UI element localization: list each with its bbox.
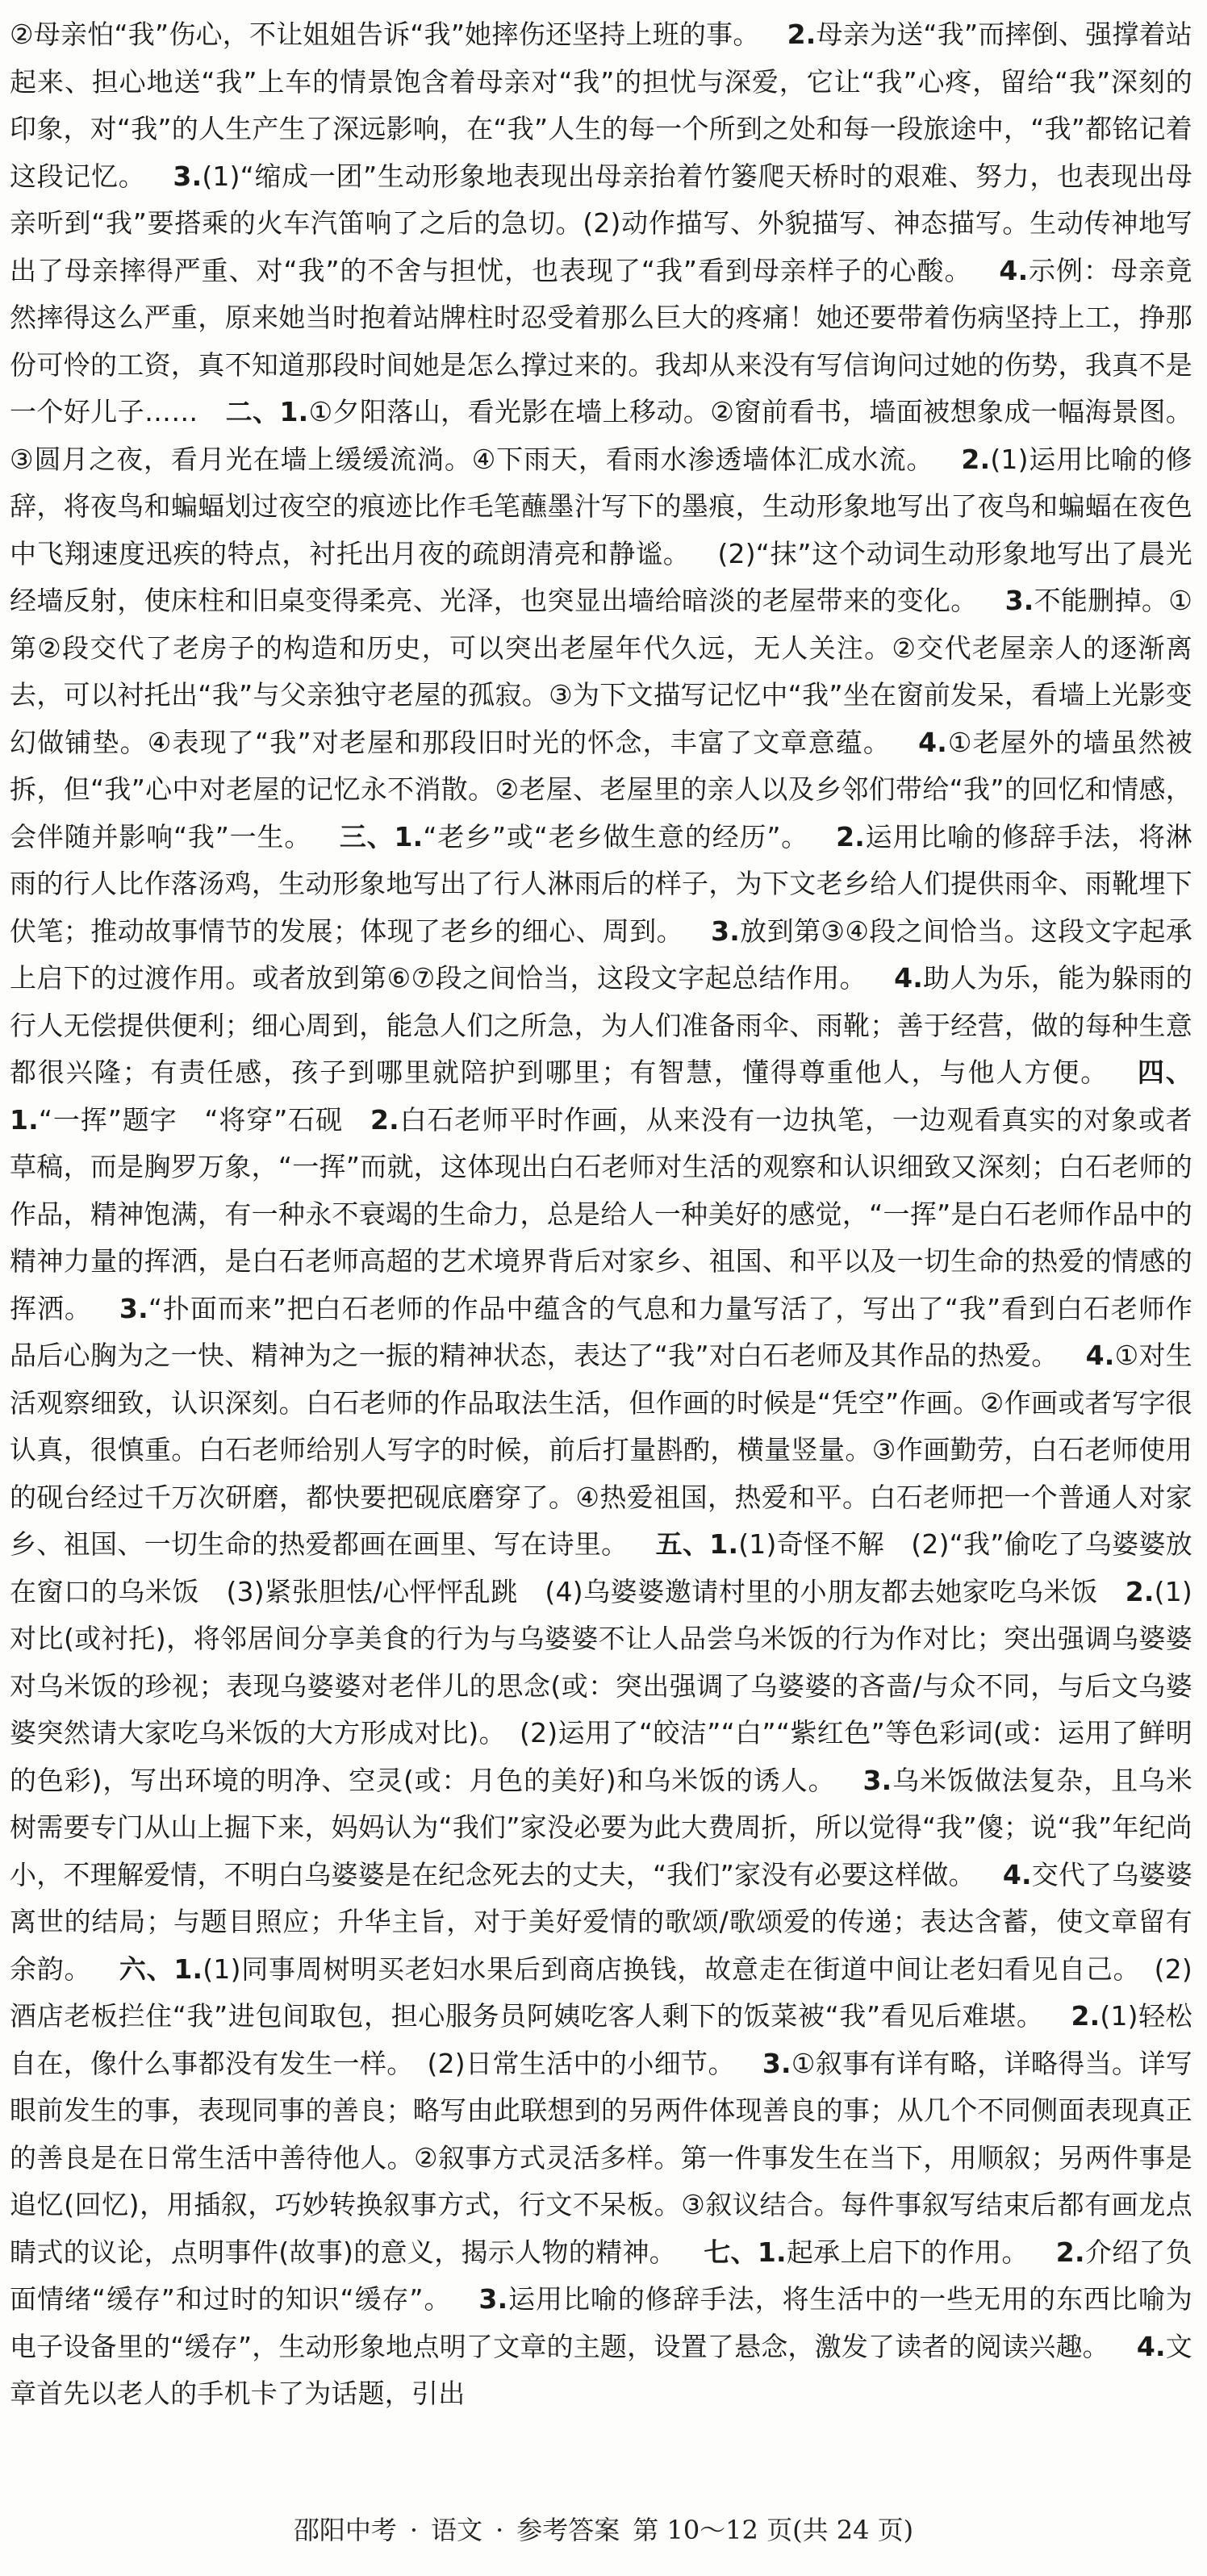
question-number: 3. bbox=[478, 2283, 508, 2315]
question-number: 4. bbox=[918, 726, 947, 758]
answer-text: 母亲为送“我”而摔倒、强撑着站起来、担心地送“我”上车的情景饱含着母亲对“我”的担忧与深爱，它让“我”心疼，留给“我”深刻的印象，对“我”的人生产生了深远影响，在“我”人生的每一个所到之处和每一段旅途中，“我”都铭记着这段记忆。 bbox=[10, 19, 1192, 192]
question-number: 2. bbox=[1071, 2000, 1100, 2032]
section-heading: 三、1. bbox=[339, 820, 424, 852]
question-number: 4. bbox=[1136, 2330, 1166, 2362]
answer-text: “一挥”题字 “将穿”石砚 bbox=[38, 1103, 343, 1136]
question-number: 3. bbox=[119, 1292, 148, 1324]
page-footer bbox=[0, 2510, 1207, 2550]
answer-text: ②母亲怕“我”伤心，不让姐姐告诉“我”她摔伤还坚持上班的事。 bbox=[10, 19, 760, 50]
question-number: 3. bbox=[762, 2047, 791, 2079]
question-number: 3. bbox=[1004, 585, 1034, 616]
question-number: 2. bbox=[836, 820, 865, 852]
answer-text: (1)同事周树明买老妇水果后到商店换钱，故意走在街道中间让老妇看见自己。 (2)酒店老板拦住“我”进包间取包，担心服务员阿姨吃客人剩下的饭菜被“我”看见后难堪。 bbox=[10, 1953, 1192, 2032]
answer-text: ①老屋外的墙虽然被拆，但“我”心中对老屋的记忆永不消散。②老屋、老屋里的亲人以及乡邻们带给“我”的回忆和情感，会伴随并影响“我”一生。 bbox=[10, 726, 1192, 852]
answer-text: ①夕阳落山，看光影在墙上移动。②窗前看书，墙面被想象成一幅海景图。③圆月之夜，看月光在墙上缓缓流淌。④下雨天，看雨水渗透墙体汇成水流。 bbox=[10, 396, 1192, 475]
answer-text: 介绍了负面情绪“缓存”和过时的知识“缓存”。 bbox=[10, 2236, 1192, 2315]
answer-paragraph bbox=[10, 11, 1192, 2418]
footer-separator: · bbox=[409, 2515, 419, 2545]
question-number: 4. bbox=[1085, 1340, 1115, 1371]
question-number: 3. bbox=[862, 1764, 892, 1796]
question-number: 2. bbox=[1055, 2236, 1085, 2268]
question-number: 2. bbox=[1125, 1575, 1155, 1607]
section-heading: 五、1. bbox=[655, 1528, 739, 1560]
section-heading: 四、1. bbox=[10, 1057, 1192, 1136]
answer-text: 放到第③④段之间恰当。这段文字起承上启下的过渡作用。或者放到第⑥⑦段之间恰当，这段文字起总结作用。 bbox=[10, 915, 1192, 994]
answer-text: 起承上启下的作用。 bbox=[786, 2236, 1029, 2268]
answer-text: (1)“缩成一团”生动形象地表现出母亲抬着竹篓爬天桥时的艰难、努力，也表现出母亲听到“我”要搭乘的火车汽笛响了之后的急切。(2)动作描写、外貌描写、神态描写。生动传神地写出了母亲摔得严重、对“我”的不舍与担忧，也表现了“我”看到母亲样子的心酸。 bbox=[10, 160, 1192, 286]
answer-text: 乌米饭做法复杂，且乌米树需要专门从山上掘下来，妈妈认为“我们”家没必要为此大费周折，所以觉得“我”傻；说“我”年纪尚小，不理解爱情，不明白乌婆婆是在纪念死去的丈夫，“我们”家没有必要这样做。 bbox=[10, 1764, 1192, 1890]
footer-separator: · bbox=[495, 2515, 504, 2545]
question-number: 2. bbox=[961, 443, 991, 475]
question-number: 4. bbox=[894, 962, 923, 994]
answer-text: 不能删掉。①第②段交代了老房子的构造和历史，可以突出老屋年代久远，无人关注。②交代老屋亲人的逐渐离去，可以衬托出“我”与父亲独守老屋的孤寂。③为下文描写记忆中“我”坐在窗前发呆，看墙上光影变幻做铺垫。④表现了“我”对老屋和那段旧时光的怀念，丰富了文章意蕴。 bbox=[10, 585, 1192, 758]
answer-text: 运用比喻的修辞手法，将淋雨的行人比作落汤鸡，生动形象地写出了行人淋雨后的样子，为下文老乡给人们提供雨伞、雨靴埋下伏笔；推动故事情节的发展；体现了老乡的细心、周到。 bbox=[10, 820, 1192, 947]
answer-text: “老乡”或“老乡做生意的经历”。 bbox=[423, 820, 809, 852]
question-number: 3. bbox=[711, 915, 740, 947]
question-number: 4. bbox=[1002, 1858, 1032, 1890]
section-heading: 二、1. bbox=[225, 396, 309, 427]
answer-text: (1)对比(或衬托)，将邻居间分享美食的行为与乌婆婆不让人品尝乌米饭的行为作对比；突出强调乌婆婆对乌米饭的珍视；表现乌婆婆对老伴儿的思念(或：突出强调了乌婆婆的吝啬/与众不同，与后文乌婆婆突然请大家吃乌米饭的大方形成对比)。 (2)运用了“皎洁”“白”“紫红色”等色彩词(或：运用了鲜明的色彩)，写出环境的明净、空灵(或：月色的美好)和乌米饭的诱人。 bbox=[10, 1575, 1192, 1796]
question-number: 2. bbox=[370, 1103, 399, 1136]
answer-text: (1)奇怪不解 (2)“我”偷吃了乌婆婆放在窗口的乌米饭 (3)紧张胆怯/心怦怦乱跳 (4)乌婆婆邀请村里的小朋友都去她家吃乌米饭 bbox=[10, 1528, 1192, 1607]
answer-text: 交代了乌婆婆离世的结局；与题目照应；升华主旨，对于美好爱情的歌颂/歌颂爱的传递；表达含蓄，使文章留有余韵。 bbox=[10, 1858, 1192, 1985]
footer-page-range: 第 10～12 页(共 24 页) bbox=[633, 2515, 914, 2545]
answer-text: (2)“抹”这个动词生动形象地写出了晨光经墙反射，使床柱和旧桌变得柔亮、光泽，也突显出墙给暗淡的老屋带来的变化。 bbox=[10, 537, 1192, 616]
answer-text: (1)轻松自在，像什么事都没有发生一样。 (2)日常生活中的小细节。 bbox=[10, 2000, 1192, 2079]
answer-text: 白石老师平时作画，从来没有一边执笔，一边观看真实的对象或者草稿，而是胸罗万象，“一挥”而就，这体现出白石老师对生活的观察和认识细致又深刻；白石老师的作品，精神饱满，有一种永不衰竭的生命力，总是给人一种美好的感觉，“一挥”是白石老师作品中的精神力量的挥洒，是白石老师高超的艺术境界背后对家乡、祖国、和平以及一切生命的热爱的情感的挥洒。 bbox=[10, 1103, 1192, 1324]
footer-subject: 语文 bbox=[431, 2515, 483, 2545]
footer-publication: 邵阳中考 bbox=[293, 2515, 397, 2545]
question-number: 4. bbox=[999, 254, 1029, 286]
answer-text: 文章首先以老人的手机卡了为话题，引出 bbox=[10, 2330, 1192, 2409]
answer-text: “扑面而来”把白石老师的作品中蕴含的气息和力量写活了，写出了“我”看到白石老师作品后心胸为之一快、精神为之一振的精神状态，表达了“我”对白石老师及其作品的热爱。 bbox=[10, 1292, 1192, 1371]
question-number: 3. bbox=[173, 160, 203, 192]
answer-text-body bbox=[10, 11, 1192, 2463]
footer-doc-type: 参考答案 bbox=[516, 2515, 620, 2545]
answer-text: 示例：母亲竟然摔得这么严重，原来她当时抱着站牌柱时忍受着那么巨大的疼痛！她还要带着伤病坚持上工，挣那份可怜的工资，真不知道那段时间她是怎么撑过来的。我却从来没有写信询问过她的伤势，我真不是一个好儿子…… bbox=[10, 254, 1192, 427]
answer-text: ①对生活观察细致，认识深刻。白石老师的作品取法生活，但作画的时候是“凭空”作画。②作画或者写字很认真，很慎重。白石老师给别人写字的时候，前后打量斟酌，横量竖量。③作画勤劳，白石老师使用的砚台经过千万次研磨，都快要把砚底磨穿了。④热爱祖国，热爱和平。白石老师把一个普通人对家乡、祖国、一切生命的热爱都画在画里、写在诗里。 bbox=[10, 1340, 1192, 1560]
section-heading: 七、1. bbox=[704, 2236, 787, 2268]
section-heading: 六、1. bbox=[119, 1953, 203, 1985]
question-number: 2. bbox=[787, 19, 816, 50]
answer-text: (1)运用比喻的修辞，将夜鸟和蝙蝠划过夜空的痕迹比作毛笔蘸墨汁写下的墨痕，生动形象地写出了夜鸟和蝙蝠在夜色中飞翔速度迅疾的特点，衬托出月夜的疏朗清亮和静谧。 bbox=[10, 443, 1192, 569]
answer-text: ①叙事有详有略，详略得当。详写眼前发生的事，表现同事的善良；略写由此联想到的另两件体现善良的事；从几个不同侧面表现真正的善良是在日常生活中善待他人。②叙事方式灵活多样。第一件事发生在当下，用顺叙；另两件事是追忆(回忆)，用插叙，巧妙转换叙事方式，行文不呆板。③叙议结合。每件事叙写结束后都有画龙点睛式的议论，点明事件(故事)的意义，揭示人物的精神。 bbox=[10, 2047, 1192, 2268]
answer-text: 运用比喻的修辞手法，将生活中的一些无用的东西比喻为电子设备里的“缓存”，生动形象地点明了文章的主题，设置了悬念，激发了读者的阅读兴趣。 bbox=[10, 2283, 1192, 2362]
answer-text: 助人为乐，能为躲雨的行人无偿提供便利；细心周到，能急人们之所急，为人们准备雨伞、雨靴；善于经营，做的每种生意都很兴隆；有责任感，孩子到哪里就陪护到哪里；有智慧，懂得尊重他人，与他人方便。 bbox=[10, 962, 1192, 1088]
